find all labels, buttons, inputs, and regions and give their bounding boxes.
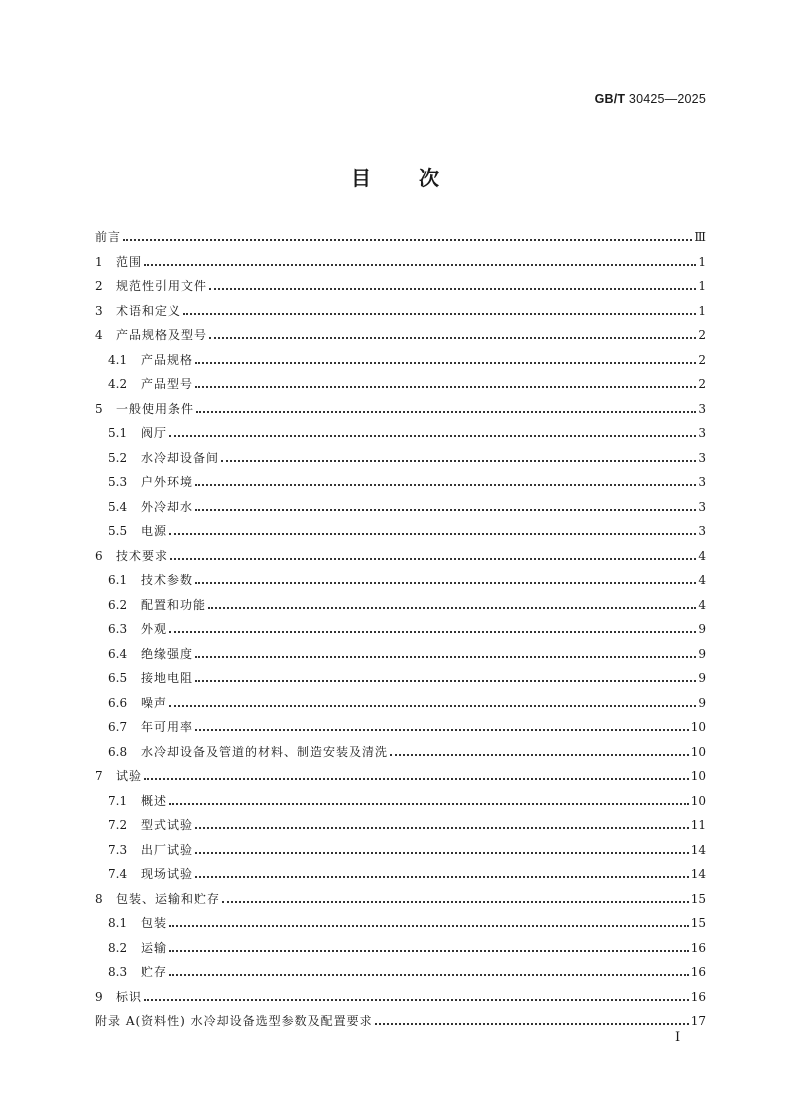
toc-entry[interactable] <box>95 374 706 399</box>
toc-entry-page: 9 <box>698 646 706 661</box>
toc-entry[interactable] <box>95 987 706 1012</box>
toc-entry-page: 2 <box>698 377 706 391</box>
toc-entry-page: 2 <box>698 328 706 342</box>
toc-leader-dots <box>195 827 689 829</box>
toc-leader-dots <box>222 901 689 903</box>
toc-entry-page: 3 <box>698 401 706 416</box>
toc-entry-label: 出厂试验 <box>141 842 194 857</box>
toc-entry-page: 16 <box>690 989 706 1004</box>
toc-entry[interactable] <box>95 766 706 791</box>
toc-entry-number: 2 <box>95 279 103 293</box>
toc-entry-page: 9 <box>698 622 706 636</box>
toc-leader-dots <box>209 337 696 339</box>
toc-entry-label: 范围 <box>116 254 143 269</box>
toc-entry-number: 5.2 <box>108 450 128 465</box>
toc-leader-dots <box>195 509 696 511</box>
toc-entry-page: 3 <box>698 499 706 514</box>
toc-entry[interactable] <box>95 668 706 693</box>
toc-leader-dots <box>195 680 696 682</box>
toc-entry-number: 7 <box>95 769 103 783</box>
toc-entry-label: 接地电阻 <box>141 671 194 685</box>
toc-leader-dots <box>208 607 696 609</box>
toc-leader-dots <box>169 925 689 927</box>
toc-leader-dots <box>169 974 689 976</box>
toc-entry-number: 8.3 <box>108 965 128 979</box>
toc-entry-label: 配置和功能 <box>141 597 207 612</box>
toc-leader-dots <box>195 582 696 584</box>
toc-leader-dots <box>144 999 689 1001</box>
toc-entry-page: Ⅲ <box>694 230 706 244</box>
toc-entry-number: 4.2 <box>108 377 128 391</box>
toc-entry-page: 4 <box>698 573 706 587</box>
page-title <box>0 162 792 191</box>
toc-entry-label: 附录 A(资料性) 水冷却设备选型参数及配置要求 <box>95 1014 373 1028</box>
toc-entry-label: 标识 <box>116 989 143 1004</box>
toc-leader-dots <box>169 631 696 633</box>
toc-entry-number: 8 <box>95 891 103 906</box>
toc-entry-label: 年可用率 <box>141 720 194 734</box>
toc-entry-page: 10 <box>690 793 706 808</box>
toc-entry[interactable] <box>95 595 706 620</box>
toc-entry-page: 1 <box>698 254 706 269</box>
toc-leader-dots <box>195 876 689 878</box>
toc-entry-number: 1 <box>95 254 103 269</box>
toc-leader-dots <box>209 288 696 290</box>
toc-entry-label: 试验 <box>116 769 143 783</box>
toc-entry-label: 技术参数 <box>141 573 194 587</box>
toc-entry[interactable] <box>95 791 706 816</box>
toc-leader-dots <box>169 705 696 707</box>
toc-entry-page: 3 <box>698 524 706 538</box>
page-number: I <box>675 1030 681 1045</box>
toc-entry[interactable] <box>95 472 706 497</box>
toc-entry-label: 运输 <box>141 940 168 955</box>
toc-entry-page: 10 <box>690 769 706 783</box>
toc-entry-label: 贮存 <box>141 965 168 979</box>
toc-entry-number: 6.7 <box>108 720 128 734</box>
toc-leader-dots <box>195 362 696 364</box>
toc-entry-label: 水冷却设备间 <box>141 450 220 465</box>
toc-entry-label: 前言 <box>95 230 122 244</box>
toc-entry[interactable] <box>95 1011 706 1036</box>
standard-number: 30425—2025 <box>628 92 706 106</box>
toc-entry[interactable] <box>95 227 706 252</box>
toc-entry[interactable] <box>95 840 706 865</box>
toc-entry-page: 14 <box>690 842 706 857</box>
toc-entry-label: 水冷却设备及管道的材料、制造安装及清洗 <box>141 744 389 759</box>
toc-entry-number: 8.2 <box>108 940 128 955</box>
toc-entry-number: 5.1 <box>108 426 128 440</box>
toc-entry[interactable] <box>95 521 706 546</box>
toc-entry-page: 15 <box>690 891 706 906</box>
toc-entry[interactable] <box>95 742 706 767</box>
toc-entry[interactable] <box>95 325 706 350</box>
toc-entry[interactable] <box>95 864 706 889</box>
toc-entry-number: 6.3 <box>108 622 128 636</box>
toc-entry-number: 7.1 <box>108 793 128 808</box>
toc-entry-label: 外观 <box>141 622 168 636</box>
toc-entry-label: 概述 <box>141 793 168 808</box>
toc-entry-page: 10 <box>690 720 706 734</box>
toc-entry-label: 产品规格 <box>141 352 194 367</box>
toc-entry-label: 产品型号 <box>141 377 194 391</box>
toc-entry[interactable] <box>95 693 706 718</box>
toc-leader-dots <box>169 435 696 437</box>
title-char-1: 目 <box>351 166 373 190</box>
toc-entry-number: 5 <box>95 401 103 416</box>
toc-entry-label: 技术要求 <box>116 548 169 563</box>
toc-entry[interactable] <box>95 546 706 571</box>
toc-leader-dots <box>195 852 689 854</box>
toc-entry[interactable] <box>95 399 706 424</box>
toc-entry-number: 6.5 <box>108 671 128 685</box>
toc-entry-label: 一般使用条件 <box>116 401 195 416</box>
toc-entry[interactable] <box>95 619 706 644</box>
toc-entry-number: 9 <box>95 989 103 1004</box>
toc-entry[interactable] <box>95 644 706 669</box>
toc-entry-page: 16 <box>690 940 706 955</box>
toc-entry-number: 7.4 <box>108 867 128 881</box>
toc-entry-label: 绝缘强度 <box>141 646 194 661</box>
toc-entry-number: 6.6 <box>108 695 128 710</box>
toc-entry-page: 9 <box>698 671 706 685</box>
toc-entry[interactable] <box>95 423 706 448</box>
toc-entry-page: 2 <box>698 352 706 367</box>
toc-entry[interactable] <box>95 889 706 914</box>
toc-entry-number: 4.1 <box>108 352 128 367</box>
toc-leader-dots <box>196 411 696 413</box>
toc-leader-dots <box>195 386 696 388</box>
toc-entry[interactable] <box>95 815 706 840</box>
toc-entry-number: 5.5 <box>108 524 128 538</box>
toc-leader-dots <box>123 239 692 241</box>
toc-entry-number: 8.1 <box>108 916 128 930</box>
toc-entry-label: 产品规格及型号 <box>116 328 208 342</box>
toc-leader-dots <box>390 754 689 756</box>
toc-entry-page: 4 <box>698 597 706 612</box>
toc-leader-dots <box>183 313 696 315</box>
table-of-contents <box>95 227 706 1036</box>
standard-code <box>595 92 706 106</box>
toc-entry-label: 规范性引用文件 <box>116 279 208 293</box>
toc-entry[interactable] <box>95 350 706 375</box>
toc-leader-dots <box>195 656 696 658</box>
toc-leader-dots <box>144 778 689 780</box>
toc-entry[interactable] <box>95 276 706 301</box>
toc-entry[interactable] <box>95 913 706 938</box>
toc-leader-dots <box>195 484 696 486</box>
toc-entry-page: 14 <box>690 867 706 881</box>
toc-entry-page: 1 <box>698 279 706 293</box>
toc-leader-dots <box>375 1023 689 1025</box>
toc-entry-number: 4 <box>95 328 103 342</box>
toc-entry-number: 6 <box>95 548 103 563</box>
toc-entry-page: 9 <box>698 695 706 710</box>
toc-entry-page: 3 <box>698 450 706 465</box>
toc-entry[interactable] <box>95 962 706 987</box>
toc-entry-page: 3 <box>698 426 706 440</box>
toc-entry[interactable] <box>95 717 706 742</box>
toc-entry-label: 包装 <box>141 916 168 930</box>
toc-leader-dots <box>169 950 689 952</box>
toc-entry-label: 术语和定义 <box>116 303 182 318</box>
toc-leader-dots <box>195 729 689 731</box>
toc-entry-label: 型式试验 <box>141 818 194 832</box>
toc-entry-number: 5.3 <box>108 475 128 489</box>
toc-leader-dots <box>169 533 696 535</box>
toc-entry-page: 3 <box>698 475 706 489</box>
toc-leader-dots <box>169 803 689 805</box>
toc-entry[interactable] <box>95 938 706 963</box>
toc-entry-label: 噪声 <box>141 695 168 710</box>
toc-entry-number: 5.4 <box>108 499 128 514</box>
toc-entry-label: 户外环境 <box>141 475 194 489</box>
toc-entry-page: 17 <box>690 1014 706 1028</box>
standard-prefix: GB/T <box>594 92 626 106</box>
toc-entry[interactable] <box>95 448 706 473</box>
toc-entry-page: 16 <box>690 965 706 979</box>
toc-entry-label: 阀厅 <box>141 426 168 440</box>
toc-entry[interactable] <box>95 497 706 522</box>
toc-entry-label: 包装、运输和贮存 <box>116 891 221 906</box>
toc-entry-number: 7.2 <box>108 818 128 832</box>
toc-entry[interactable] <box>95 252 706 277</box>
toc-entry-number: 6.8 <box>108 744 128 759</box>
title-char-2: 次 <box>419 166 441 190</box>
toc-entry-page: 11 <box>690 818 706 832</box>
toc-entry-number: 3 <box>95 303 103 318</box>
toc-leader-dots <box>221 460 696 462</box>
toc-leader-dots <box>170 558 696 560</box>
toc-leader-dots <box>144 264 696 266</box>
toc-entry-number: 6.4 <box>108 646 128 661</box>
toc-entry-label: 现场试验 <box>141 867 194 881</box>
toc-entry-label: 外冷却水 <box>141 499 194 514</box>
toc-entry[interactable] <box>95 301 706 326</box>
toc-entry[interactable] <box>95 570 706 595</box>
toc-entry-number: 7.3 <box>108 842 128 857</box>
toc-entry-number: 6.1 <box>108 573 128 587</box>
toc-entry-number: 6.2 <box>108 597 128 612</box>
toc-entry-page: 4 <box>698 548 706 563</box>
toc-entry-page: 15 <box>690 916 706 930</box>
toc-entry-page: 10 <box>690 744 706 759</box>
toc-entry-page: 1 <box>698 303 706 318</box>
toc-entry-label: 电源 <box>141 524 168 538</box>
